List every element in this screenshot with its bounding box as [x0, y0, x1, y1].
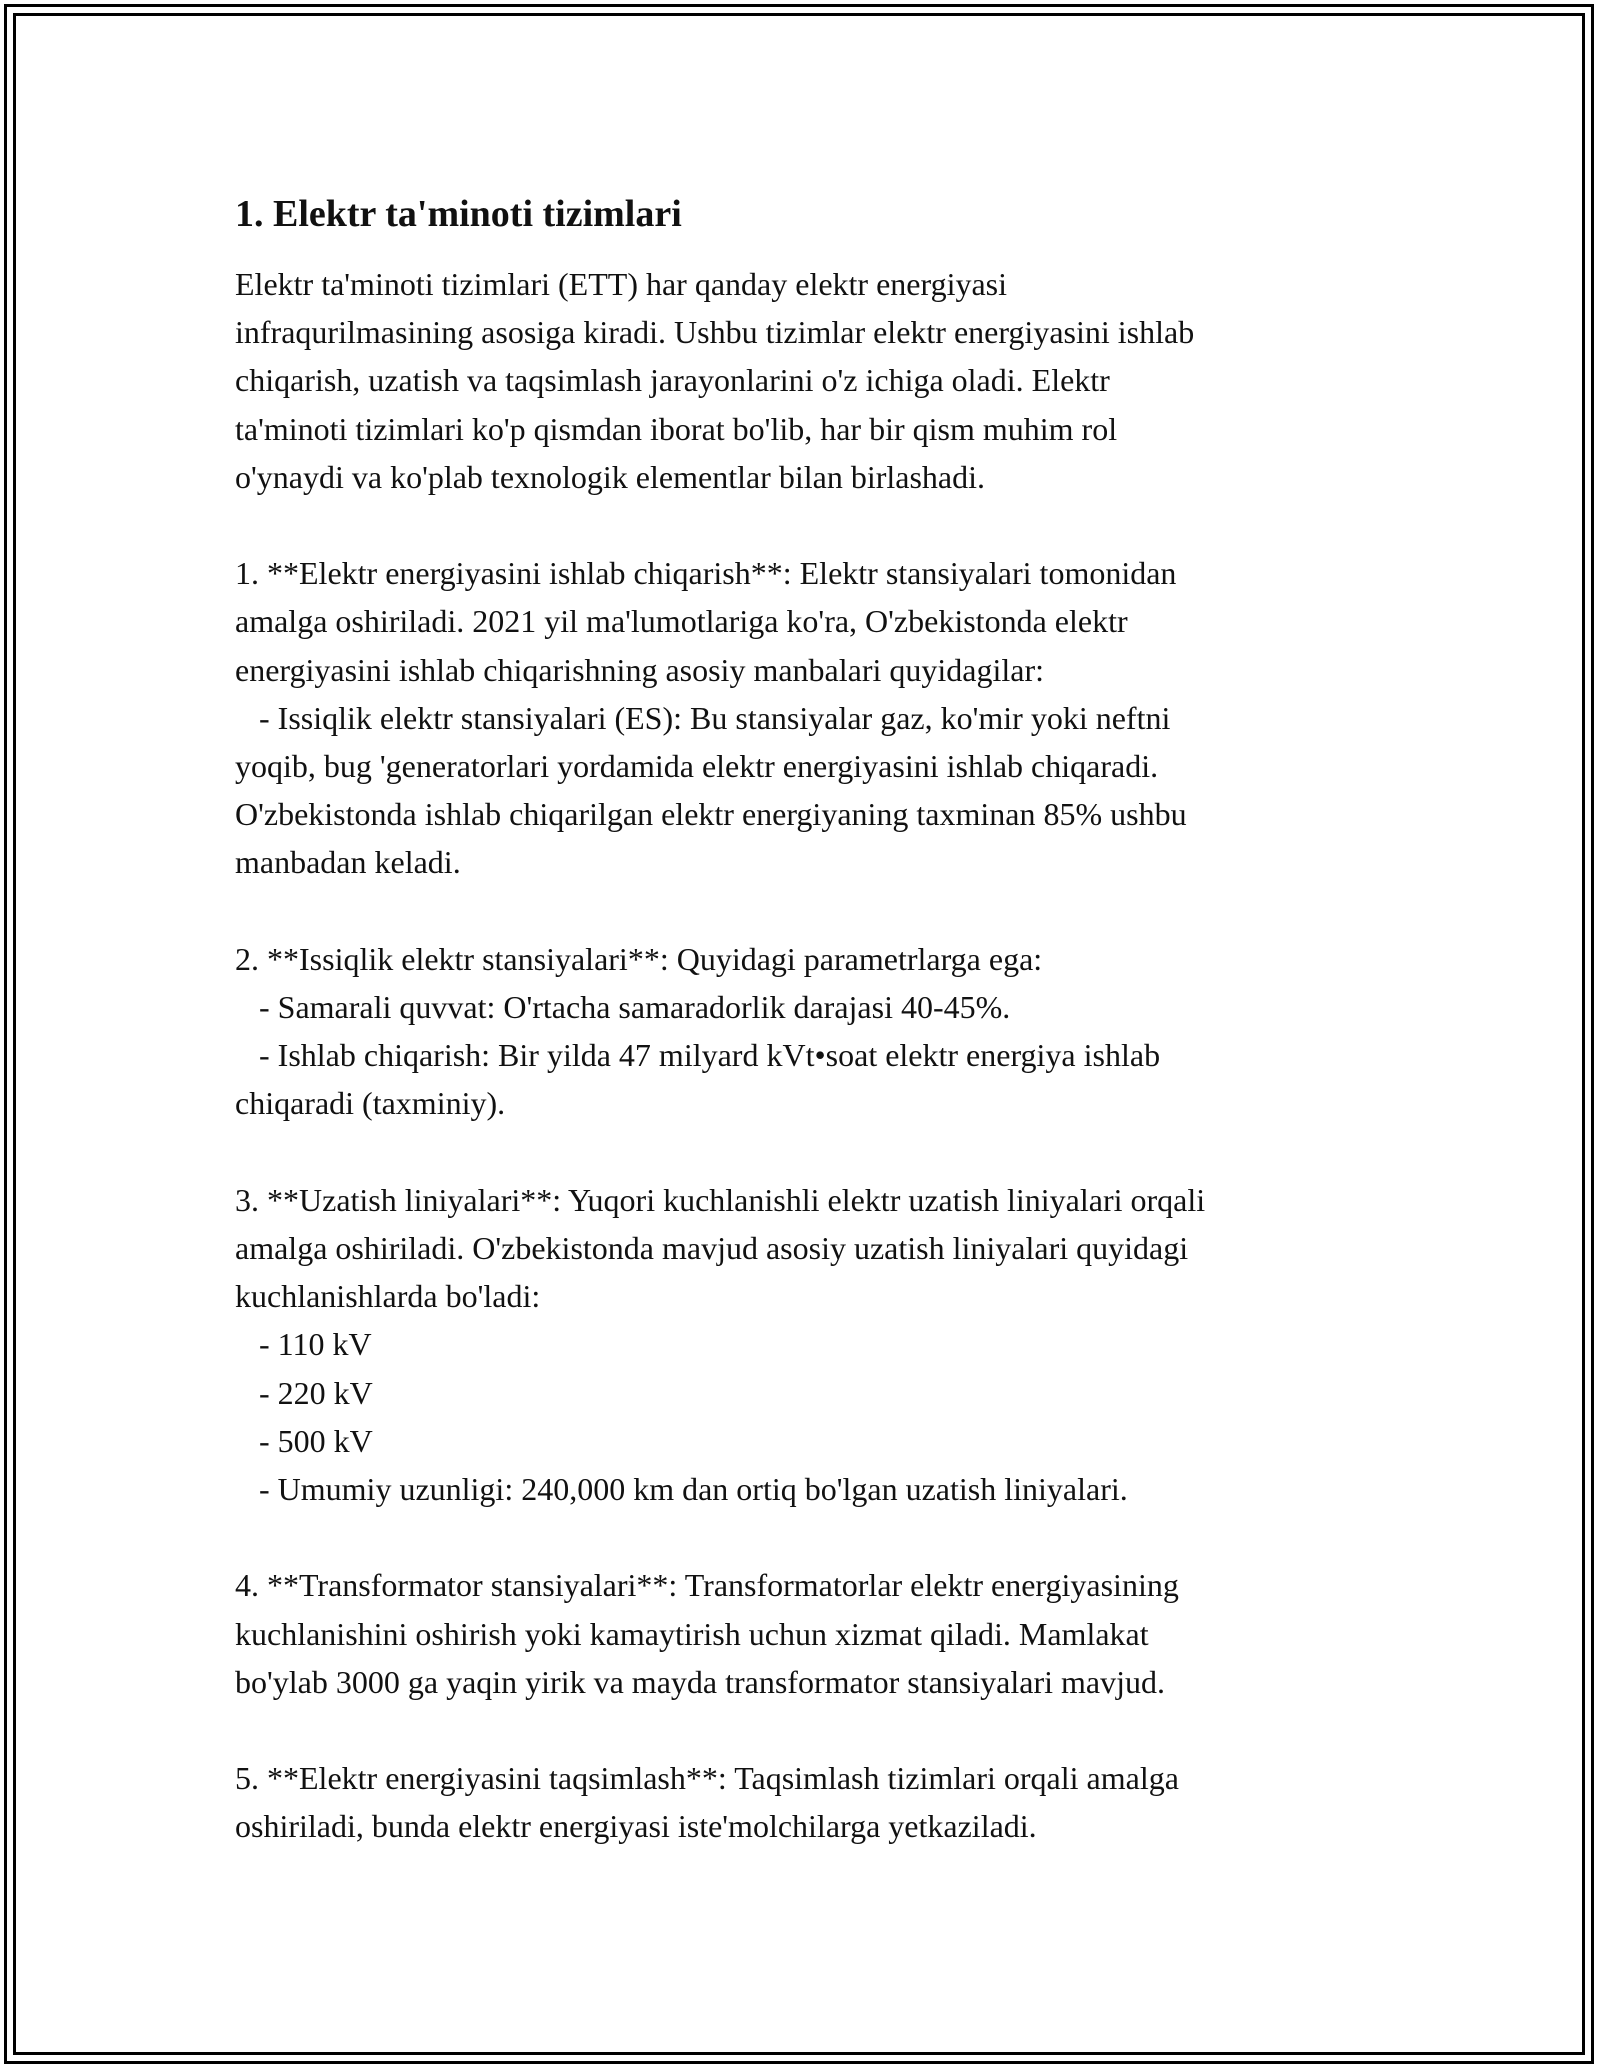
list-item-line: - Samarali quvvat: O'rtacha samaradorlik darajasi 40-45%. [235, 989, 1011, 1026]
section-1-paragraph [235, 549, 1365, 886]
text-line: o'ynaydi va ko'plab texnologik elementlar bilan birlashadi. [235, 458, 985, 495]
section-2-paragraph [235, 935, 1365, 1128]
text-line: 4. **Transformator stansiyalari**: Transformatorlar elektr energiyasining [235, 1567, 1179, 1604]
text-line: 2. **Issiqlik elektr stansiyalari**: Quyidagi parametrlarga ega: [235, 940, 1043, 977]
paragraph-gap [235, 1128, 1365, 1176]
paragraph-gap [235, 501, 1365, 549]
list-item-line: - 220 kV [235, 1374, 373, 1411]
text-line: chiqarish, uzatish va taqsimlash jarayonlarini o'z ichiga oladi. Elektr [235, 362, 1110, 399]
text-line: Elektr ta'minoti tizimlari (ETT) har qanday elektr energiyasi [235, 266, 1007, 302]
document-title: 1. Elektr ta'minoti tizimlari [235, 193, 682, 235]
paragraph-gap [235, 1513, 1365, 1561]
section-4-paragraph [235, 1561, 1365, 1706]
text-line: 5. **Elektr energiyasini taqsimlash**: Taqsimlash tizimlari orqali amalga [235, 1760, 1179, 1797]
list-item-line: - Issiqlik elektr stansiyalari (ES): Bu stansiyalar gaz, ko'mir yoki neftni [235, 699, 1171, 736]
list-item-line: - Umumiy uzunligi: 240,000 km dan ortiq bo'lgan uzatish liniyalari. [235, 1471, 1128, 1508]
section-3-paragraph [235, 1176, 1365, 1513]
text-line: ta'minoti tizimlari ko'p qismdan iborat bo'lib, har bir qism muhim rol [235, 410, 1118, 447]
list-item-line: - 110 kV [235, 1326, 372, 1363]
text-line: kuchlanishini oshirish yoki kamaytirish uchun xizmat qiladi. Mamlakat [235, 1615, 1149, 1652]
text-line: O'zbekistonda ishlab chiqarilgan elektr energiyaning taxminan 85% ushbu [235, 796, 1187, 833]
paragraph-gap [235, 1706, 1365, 1754]
section-5-paragraph [235, 1754, 1365, 1850]
text-line: amalga oshiriladi. 2021 yil ma'lumotlariga ko'ra, O'zbekistonda elektr [235, 603, 1128, 640]
text-line: manbadan keladi. [235, 844, 461, 881]
list-item-line: - 500 kV [235, 1422, 373, 1459]
text-line: yoqib, bug 'generatorlari yordamida elektr energiyasini ishlab chiqaradi. [235, 748, 1159, 785]
text-line: chiqaradi (taxminiy). [235, 1085, 506, 1122]
paragraph-gap [235, 887, 1365, 935]
document-body [235, 188, 1365, 1851]
text-line: energiyasini ishlab chiqarishning asosiy manbalari quyidagilar: [235, 651, 1044, 688]
text-line: 3. **Uzatish liniyalari**: Yuqori kuchlanishli elektr uzatish liniyalari orqali [235, 1181, 1206, 1218]
text-line: 1. **Elektr energiyasini ishlab chiqarish**: Elektr stansiyalari tomonidan [235, 555, 1177, 592]
text-line: amalga oshiriladi. O'zbekistonda mavjud asosiy uzatish liniyalari quyidagi [235, 1230, 1189, 1267]
text-line: infraqurilmasining asosiga kiradi. Ushbu tizimlar elektr energiyasini ishlab [235, 314, 1195, 351]
list-item-line: - Ishlab chiqarish: Bir yilda 47 milyard kVt•soat elektr energiya ishlab [235, 1037, 1161, 1074]
text-line: kuchlanishlarda bo'ladi: [235, 1278, 541, 1315]
intro-paragraph [235, 260, 1365, 501]
text-line: bo'ylab 3000 ga yaqin yirik va mayda transformator stansiyalari mavjud. [235, 1663, 1165, 1700]
text-line: oshiriladi, bunda elektr energiyasi iste'molchilarga yetkaziladi. [235, 1808, 1037, 1845]
